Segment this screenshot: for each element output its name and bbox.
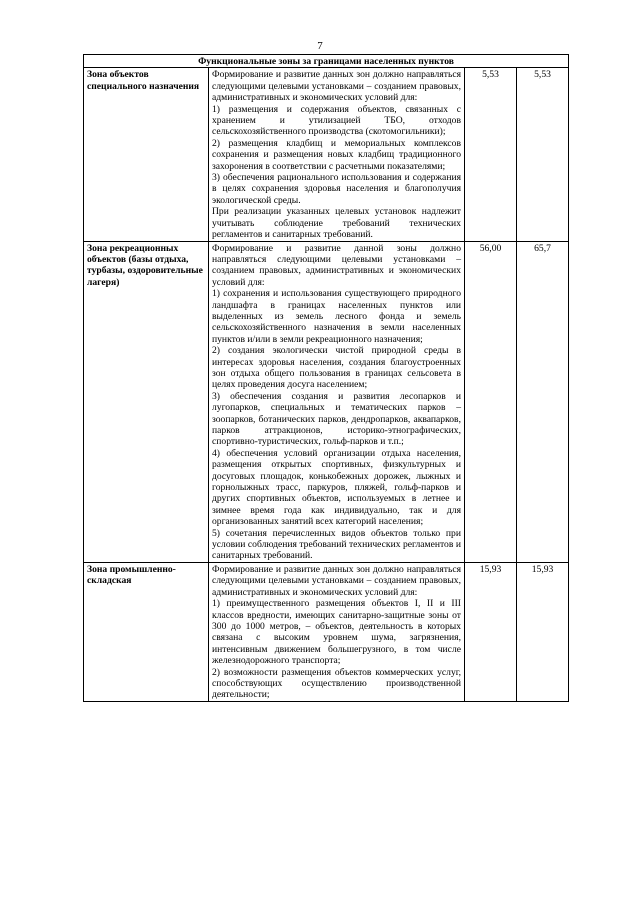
- description-paragraph: При реализации указанных целевых установок надлежит учитывать соблюдение требований технических регламентов и санитарных требований.: [212, 206, 461, 241]
- description-paragraph: 3) обеспечения рационального использования и содержания в целях сохранения здоровья населения и благополучия экологической среды.: [212, 172, 461, 206]
- description-paragraph: 5) сочетания перечисленных видов объектов только при условии соблюдения требований технических регламентов и санитарных требований.: [212, 527, 461, 562]
- description-paragraph: 2) создания экологически чистой природной среды в интересах здоровья населения, создания благоустроенных зон отдыха общего пользования в границах сельсовета в целях проведения досуга населением;: [212, 345, 461, 391]
- zone-description-cell: [209, 562, 465, 701]
- table-row: [84, 241, 569, 562]
- description-paragraph: 1) сохранения и использования существующего природного ландшафта в границах населенных пунктов или выделенных из земель лесного фонда и земель сельскохозяйственного назначения в земли населенных пунктов и/или в земли рекреационного назначения;: [212, 288, 461, 345]
- table-row: [84, 562, 569, 701]
- description-paragraph: Формирование и развитие данных зон должно направляться следующими целевыми установками – созданием правовых, административных и экономических условий для:: [212, 69, 461, 104]
- value-cell-2: 65,7: [517, 241, 569, 562]
- zone-description-cell: [209, 68, 465, 241]
- value-cell-1: 56,00: [465, 241, 517, 562]
- description-paragraph: 3) обеспечения создания и развития лесопарков и лугопарков, специальных и тематических парков – зоопарков, ботанических парков, дендропарков, аквапарков, парков аттракционов, историко-этнографических, спортивно-туристических, гольф-парков и т.п.;: [212, 390, 461, 448]
- page-number: 7: [317, 40, 323, 52]
- zone-name-cell: Зона промышленно-складская: [84, 562, 209, 701]
- description-paragraph: 2) размещения кладбищ и мемориальных комплексов сохранения и размещения новых кладбищ традиционного захоронения в соответствии с расчетными показателями;: [212, 137, 461, 172]
- description-paragraph: Формирование и развитие данных зон должно направляться следующими целевыми установками – созданием правовых, административных и экономических условий для:: [212, 563, 461, 598]
- description-paragraph: 4) обеспечения условий организации отдыха населения, размещения открытых спортивных, физкультурных и досуговых площадок, конькобежных дорожек, лыжных и горнолыжных трасс, паркуров, пляжей, гольф-парков и других спортивных объектов, используемых в летнее и зимнее время года как индивидуально, так и для организованных занятий всех категорий населения;: [212, 447, 461, 528]
- section-header: Функциональные зоны за границами населенных пунктов: [84, 55, 569, 68]
- zone-name-cell: Зона объектов специального назначения: [84, 68, 209, 241]
- description-paragraph: Формирование и развитие данной зоны должно направляться следующими целевыми установками – созданием правовых, административных и экономических условий для:: [212, 242, 461, 288]
- description-paragraph: 1) размещения и содержания объектов, связанных с хранением и утилизацией ТБО, отходов сельскохозяйственного производства (скотомогильники);: [212, 103, 461, 138]
- value-cell-1: 15,93: [465, 562, 517, 701]
- description-paragraph: 1) преимущественного размещения объектов I, II и III классов вредности, имеющих санитарно-защитные зоны от 300 до 1000 метров, – объектов, деятельность в которых связана с высоким уровнем шума, загрязнения, интенсивным движением большегрузного, в том числе железнодорожного транспорта;: [212, 598, 461, 667]
- section-header-row: [84, 55, 569, 68]
- zone-description-cell: [209, 241, 465, 562]
- description-paragraph: 2) возможности размещения объектов коммерческих услуг, способствующих осуществлению производственной деятельности;: [212, 666, 461, 701]
- value-cell-2: 5,53: [517, 68, 569, 241]
- value-cell-1: 5,53: [465, 68, 517, 241]
- table-row: [84, 68, 569, 241]
- zones-table: [83, 54, 569, 702]
- zone-name-cell: Зона рекреационных объектов (базы отдыха, турбазы, оздоровительные лагеря): [84, 241, 209, 562]
- value-cell-2: 15,93: [517, 562, 569, 701]
